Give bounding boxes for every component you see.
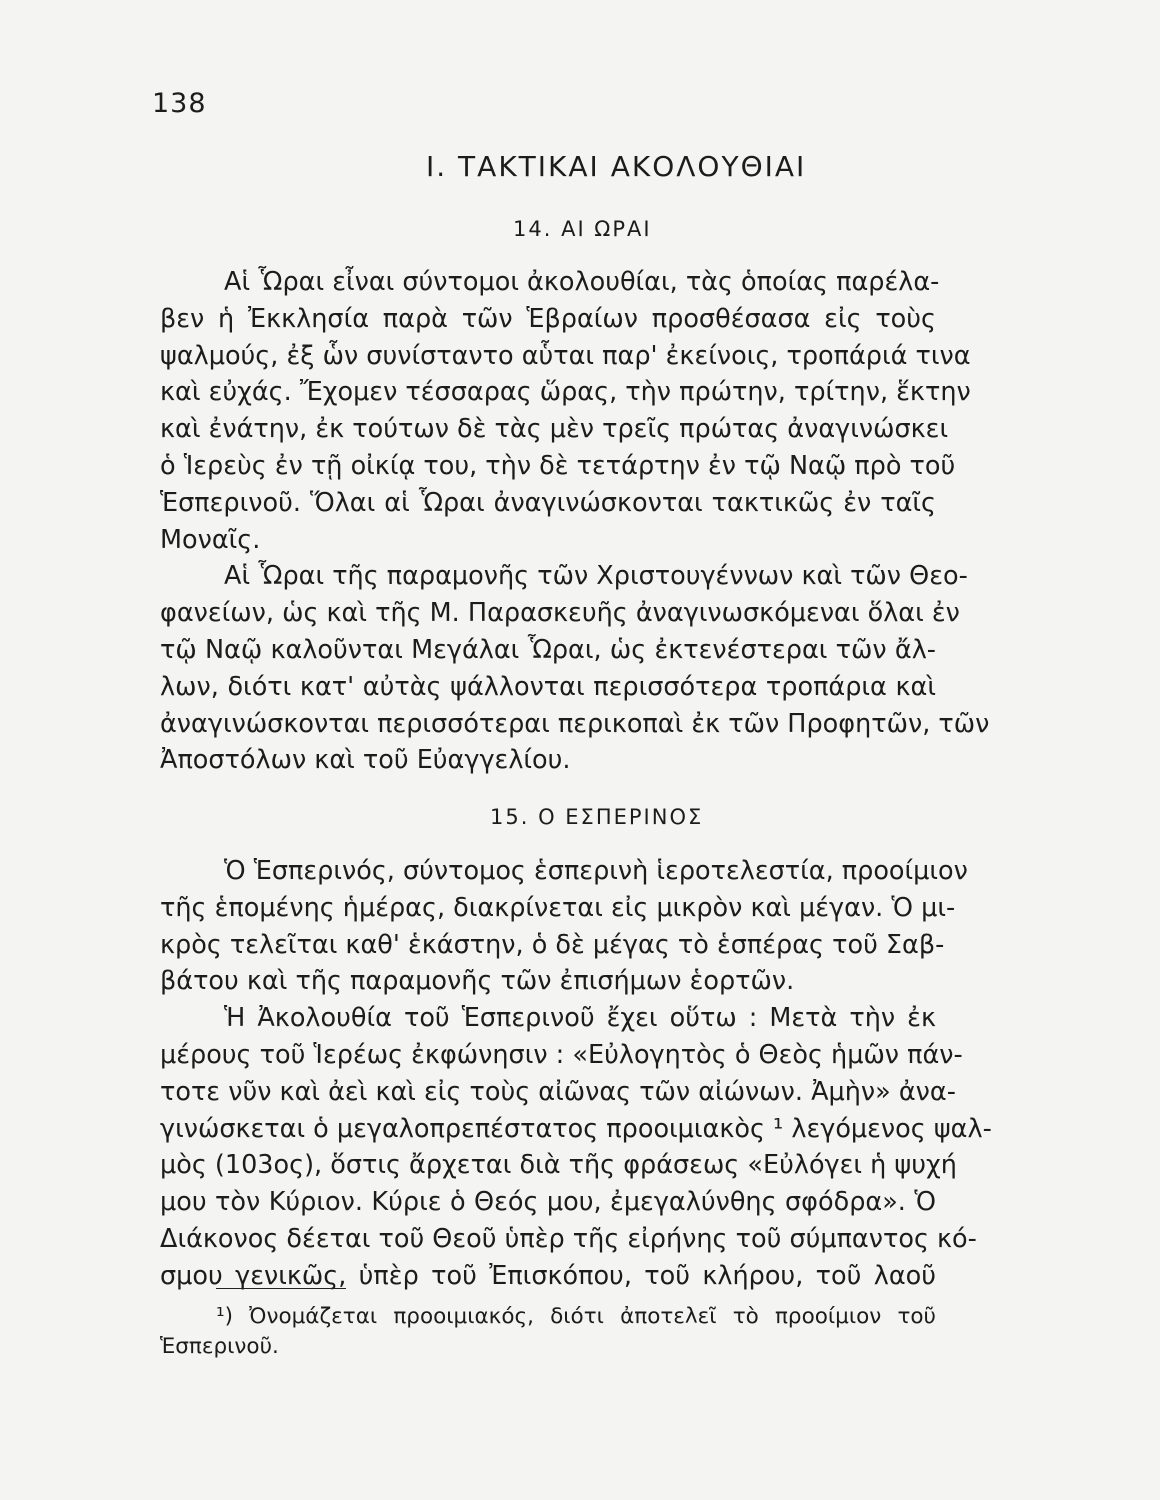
text-line: ψαλμούς, ἐξ ὧν συνίσταντο αὗται παρ' ἐκείνοις, τροπάριά τινα: [160, 340, 971, 371]
footnote-line: ¹) Ὀνομάζεται προοιμιακός, διότι ἀποτελεῖ τὸ προοίμιον τοῦ: [216, 1304, 936, 1329]
section-title-vespers: 15. Ο ΕΣΠΕΡΙΝΟΣ: [490, 805, 704, 829]
text-line: Μοναῖς.: [160, 524, 261, 555]
footnote: [160, 1302, 936, 1362]
footnote-divider: [216, 1288, 346, 1289]
text-line: ἀναγινώσκονται περισσότεραι περικοπαὶ ἐκ τῶν Προφητῶν, τῶν: [160, 708, 990, 739]
text-line: σμου γενικῶς, ὑπὲρ τοῦ Ἐπισκόπου, τοῦ κλήρου, τοῦ λαοῦ: [160, 1260, 936, 1291]
text-line: καὶ ἐνάτην, ἐκ τούτων δὲ τὰς μὲν τρεῖς πρώτας ἀναγινώσκει: [160, 414, 949, 445]
text-line: τῆς ἑπομένης ἡμέρας, διακρίνεται εἰς μικρὸν καὶ μέγαν. Ὁ μι-: [160, 892, 956, 923]
section-body-vespers: [160, 853, 992, 1295]
text-line: Διάκονος δέεται τοῦ Θεοῦ ὑπὲρ τῆς εἰρήνης τοῦ σύμπαντος κό-: [160, 1223, 977, 1254]
text-line: Αἱ Ὧραι εἶναι σύντομοι ἀκολουθίαι, τὰς ὁποίας παρέλα-: [224, 267, 940, 297]
text-line: λων, διότι κατ' αὐτὰς ψάλλονται περισσότερα τροπάρια καὶ: [160, 671, 936, 702]
section-title-hours: 14. ΑΙ ΩΡΑΙ: [513, 217, 652, 241]
footnote-line: Ἑσπερινοῦ.: [160, 1334, 279, 1359]
text-line: μου τὸν Κύριον. Κύριε ὁ Θεός μου, ἐμεγαλύνθης σφόδρα». Ὁ: [160, 1187, 936, 1218]
chapter-title: Ι. ΤΑΚΤΙΚΑΙ ΑΚΟΛΟΥΘΙΑΙ: [426, 150, 807, 183]
text-line: καὶ εὐχάς. Ἔχομεν τέσσαρας ὥρας, τὴν πρώτην, τρίτην, ἕκτην: [160, 377, 971, 408]
text-line: Αἱ Ὧραι τῆς παραμονῆς τῶν Χριστουγέννων καὶ τῶν Θεο-: [224, 561, 968, 592]
text-line: Ἑσπερινοῦ. Ὅλαι αἱ Ὧραι ἀναγινώσκονται τακτικῶς ἐν ταῖς: [160, 487, 936, 518]
page-number: 138: [152, 88, 207, 119]
text-line: τοτε νῦν καὶ ἀεὶ καὶ εἰς τοὺς αἰῶνας τῶν αἰώνων. Ἀμὴν» ἀνα-: [160, 1076, 956, 1107]
section-body-hours: [160, 264, 990, 779]
text-line: ὁ Ἱερεὺς ἐν τῇ οἰκίᾳ του, τὴν δὲ τετάρτην ἐν τῷ Ναῷ πρὸ τοῦ: [160, 450, 956, 481]
text-line: γινώσκεται ὁ μεγαλοπρεπέστατος προοιμιακὸς ¹ λεγόμενος ψαλ-: [160, 1113, 992, 1144]
text-line: Ἀποστόλων καὶ τοῦ Εὐαγγελίου.: [160, 745, 571, 776]
text-line: τῷ Ναῷ καλοῦνται Μεγάλαι Ὧραι, ὡς ἐκτενέστεραι τῶν ἄλ-: [160, 634, 936, 665]
text-line: μὸς (103ος), ὅστις ἄρχεται διὰ τῆς φράσεως «Εὐλόγει ἡ ψυχή: [160, 1150, 957, 1181]
text-line: κρὸς τελεῖται καθ' ἑκάστην, ὁ δὲ μέγας τὸ ἑσπέρας τοῦ Σαβ-: [160, 929, 945, 960]
text-line: Ἡ Ἀκολουθία τοῦ Ἑσπερινοῦ ἔχει οὕτω : Μετὰ τὴν ἐκ: [224, 1003, 936, 1034]
text-line: μέρους τοῦ Ἱερέως ἐκφώνησιν : «Εὐλογητὸς ὁ Θεὸς ἡμῶν πάν-: [160, 1039, 963, 1070]
text-line: φανείων, ὡς καὶ τῆς Μ. Παρασκευῆς ἀναγινωσκόμεναι ὅλαι ἐν: [160, 598, 960, 629]
text-line: βεν ἡ Ἐκκλησία παρὰ τῶν Ἑβραίων προσθέσασα εἰς τοὺς: [160, 303, 936, 334]
text-line: Ὁ Ἑσπερινός, σύντομος ἑσπερινὴ ἱεροτελεστία, προοίμιον: [224, 856, 968, 886]
text-line: βάτου καὶ τῆς παραμονῆς τῶν ἐπισήμων ἑορτῶν.: [160, 966, 795, 997]
